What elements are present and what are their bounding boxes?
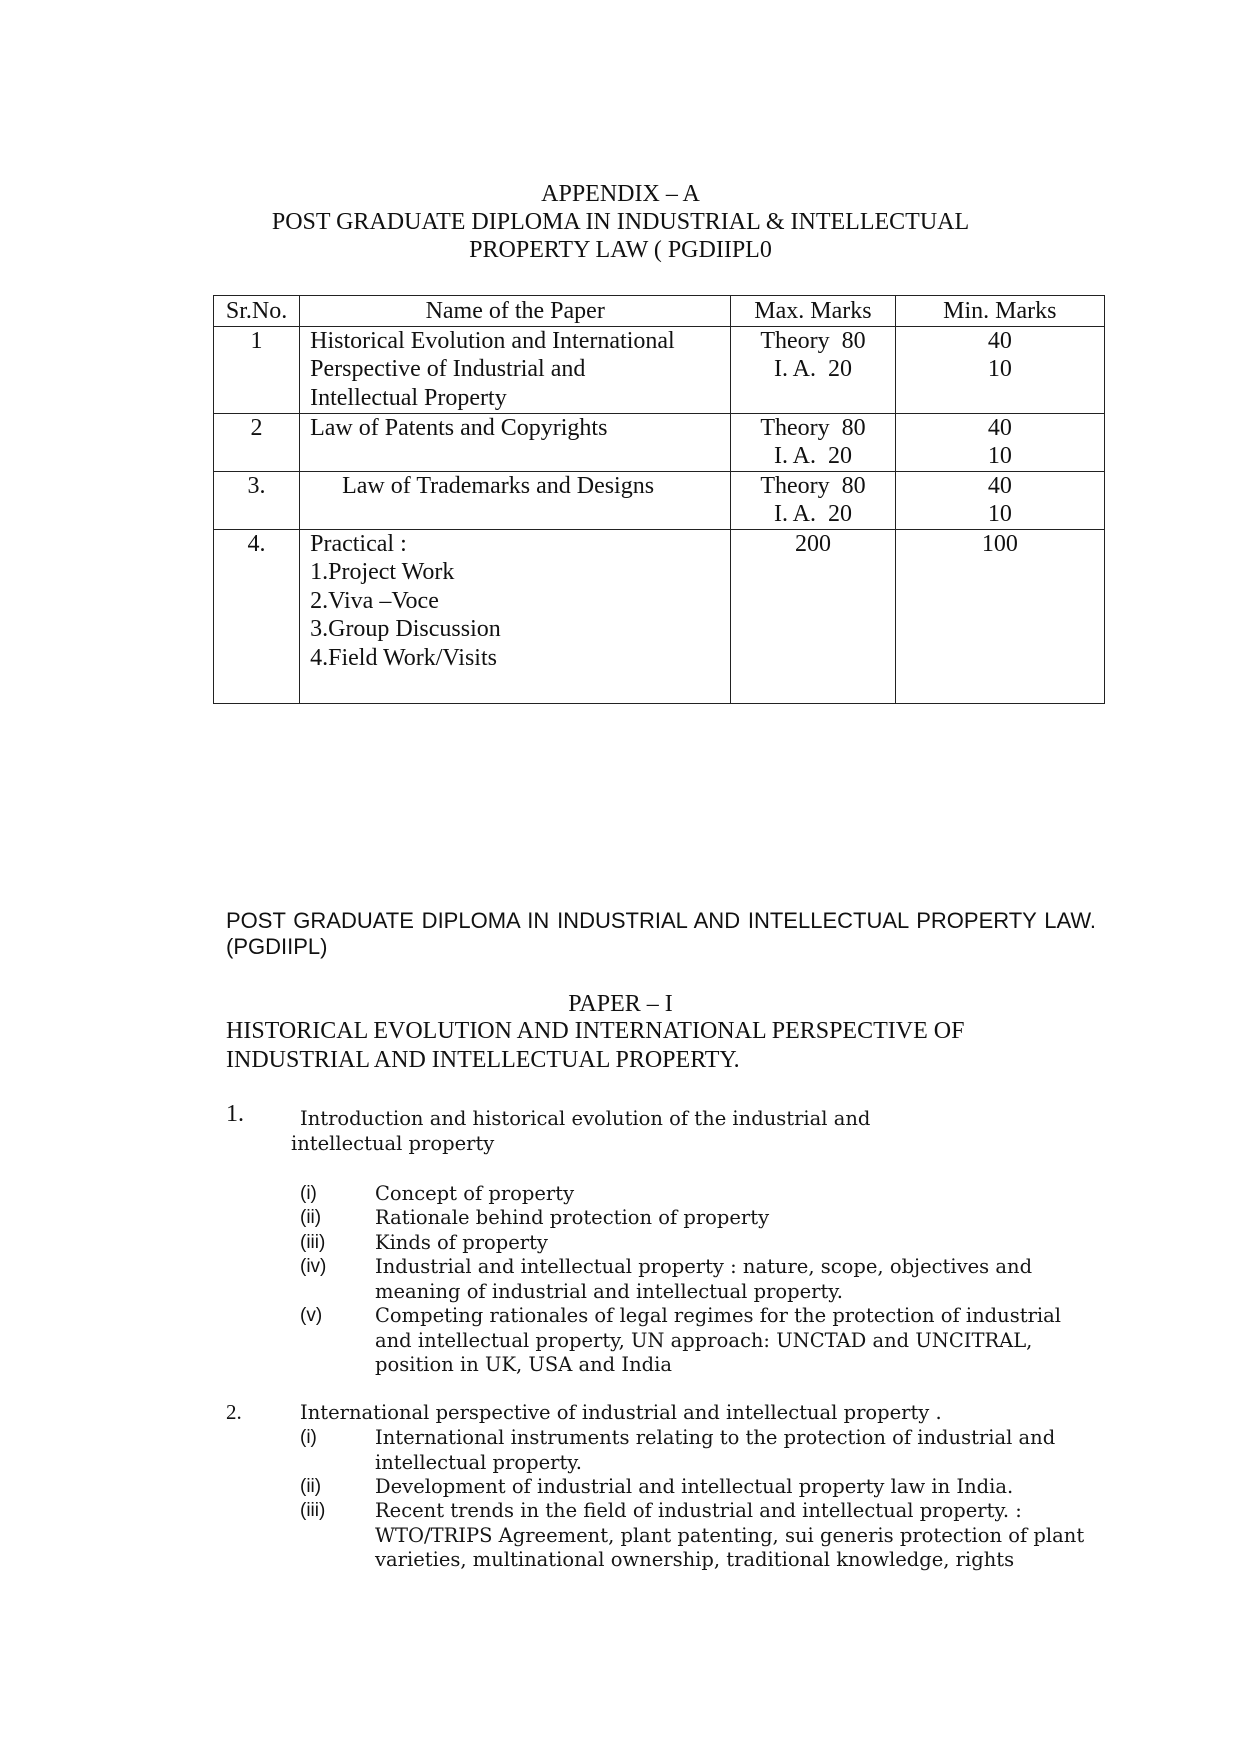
name-line: Practical :	[310, 530, 407, 557]
topic-title-line1: International perspective of industrial and intellectual property .	[300, 1401, 942, 1424]
list-item: Competing rationales of legal regimes for the protection of industrial and intellectual property, UN approach: UNCTAD and UNCITRAL, position in UK, USA and India	[375, 1304, 1061, 1376]
list-item-roman: (i)	[300, 1427, 317, 1448]
list-item-roman: (ii)	[300, 1207, 322, 1228]
row-min-marks	[895, 413, 1104, 471]
name-line: Perspective of Industrial and	[310, 356, 586, 382]
row-min-marks	[895, 471, 1104, 529]
row-sr: 2	[214, 413, 300, 471]
max-theory: Theory 80	[760, 472, 866, 499]
name-line: 1.Project Work	[310, 559, 455, 585]
max-ia: I. A. 20	[773, 443, 852, 469]
header-min-marks: Min. Marks	[895, 296, 1104, 327]
min-total: 100	[981, 530, 1018, 557]
row-min-marks	[895, 326, 1104, 413]
list-item: Industrial and intellectual property : nature, scope, objectives and meaning of industrial and intellectual property.	[375, 1255, 1033, 1303]
list-item: International instruments relating to the protection of industrial and intellectual property.	[375, 1426, 1056, 1474]
table-row	[214, 529, 1105, 703]
min-theory: 40	[987, 472, 1012, 499]
list-item-roman: (iv)	[300, 1256, 327, 1277]
list-item: Rationale behind protection of property	[375, 1206, 770, 1229]
max-theory: Theory 80	[760, 414, 866, 441]
list-item-roman: (ii)	[300, 1476, 322, 1497]
header-paper-name: Name of the Paper	[300, 296, 731, 327]
min-theory: 40	[987, 414, 1012, 441]
min-theory: 40	[987, 327, 1012, 354]
list-item: Recent trends in the field of industrial and intellectual property. : WTO/TRIPS Agreement, plant patenting, sui generis protection of plant varieties, multinational ownership, traditional knowledge, rights	[375, 1499, 1085, 1571]
row-sr: 1	[214, 326, 300, 413]
table-row	[214, 326, 1105, 413]
row-paper-name	[300, 413, 731, 471]
min-ia: 10	[987, 356, 1012, 382]
max-ia: I. A. 20	[773, 501, 852, 527]
diploma-title-line2: PROPERTY LAW ( PGDIIPL0	[469, 237, 772, 263]
min-ia: 10	[987, 501, 1012, 527]
row-paper-name	[300, 326, 731, 413]
list-item-roman: (iii)	[300, 1500, 326, 1521]
topic-title-line1: Introduction and historical evolution of the industrial and	[300, 1107, 871, 1130]
table-row	[214, 413, 1105, 471]
paper-title: PAPER – I	[568, 991, 673, 1017]
list-item-roman: (i)	[300, 1183, 317, 1204]
row-max-marks	[731, 413, 895, 471]
row-sr: 4.	[214, 529, 300, 703]
name-line: 4.Field Work/Visits	[310, 644, 497, 671]
topic-title-line2: intellectual property	[291, 1132, 495, 1155]
name-line: 2.Viva –Voce	[310, 587, 439, 614]
list-item-roman: (iii)	[300, 1232, 326, 1253]
name-line: 3.Group Discussion	[310, 616, 501, 642]
section-heading: POST GRADUATE DIPLOMA IN INDUSTRIAL AND INTELLECTUAL PROPERTY LAW.(PGDIIPL)	[226, 908, 1096, 959]
name-line: Law of Patents and Copyrights	[310, 414, 608, 441]
row-paper-name	[300, 471, 731, 529]
list-item-roman: (v)	[300, 1305, 323, 1326]
max-total: 200	[794, 530, 831, 557]
row-min-marks	[895, 529, 1104, 703]
name-line: Intellectual Property	[310, 384, 507, 411]
list-item: Kinds of property	[375, 1231, 548, 1254]
row-sr: 3.	[214, 471, 300, 529]
paper-subtitle-line1: HISTORICAL EVOLUTION AND INTERNATIONAL PERSPECTIVE OF	[226, 1018, 965, 1044]
name-line: Law of Trademarks and Designs	[342, 472, 655, 499]
topic-number: 2.	[226, 1400, 242, 1424]
header-sr-no: Sr.No.	[214, 296, 300, 327]
list-item: Development of industrial and intellectual property law in India.	[375, 1475, 1014, 1498]
max-theory: Theory 80	[760, 327, 866, 354]
paper-subtitle-line2: INDUSTRIAL AND INTELLECTUAL PROPERTY.	[226, 1047, 740, 1073]
name-line: Historical Evolution and International	[310, 327, 675, 354]
diploma-title-line1: POST GRADUATE DIPLOMA IN INDUSTRIAL & INTELLECTUAL	[271, 209, 970, 235]
marks-table	[213, 295, 1105, 704]
row-max-marks	[731, 471, 895, 529]
list-item: Concept of property	[375, 1182, 575, 1205]
appendix-title: APPENDIX – A	[541, 181, 700, 207]
table-header-row	[214, 296, 1105, 327]
row-paper-name	[300, 529, 731, 703]
max-ia: I. A. 20	[773, 356, 852, 382]
topic-number: 1.	[226, 1101, 244, 1127]
table-row	[214, 471, 1105, 529]
row-max-marks	[731, 529, 895, 703]
header-max-marks: Max. Marks	[731, 296, 895, 327]
min-ia: 10	[987, 443, 1012, 469]
row-max-marks	[731, 326, 895, 413]
